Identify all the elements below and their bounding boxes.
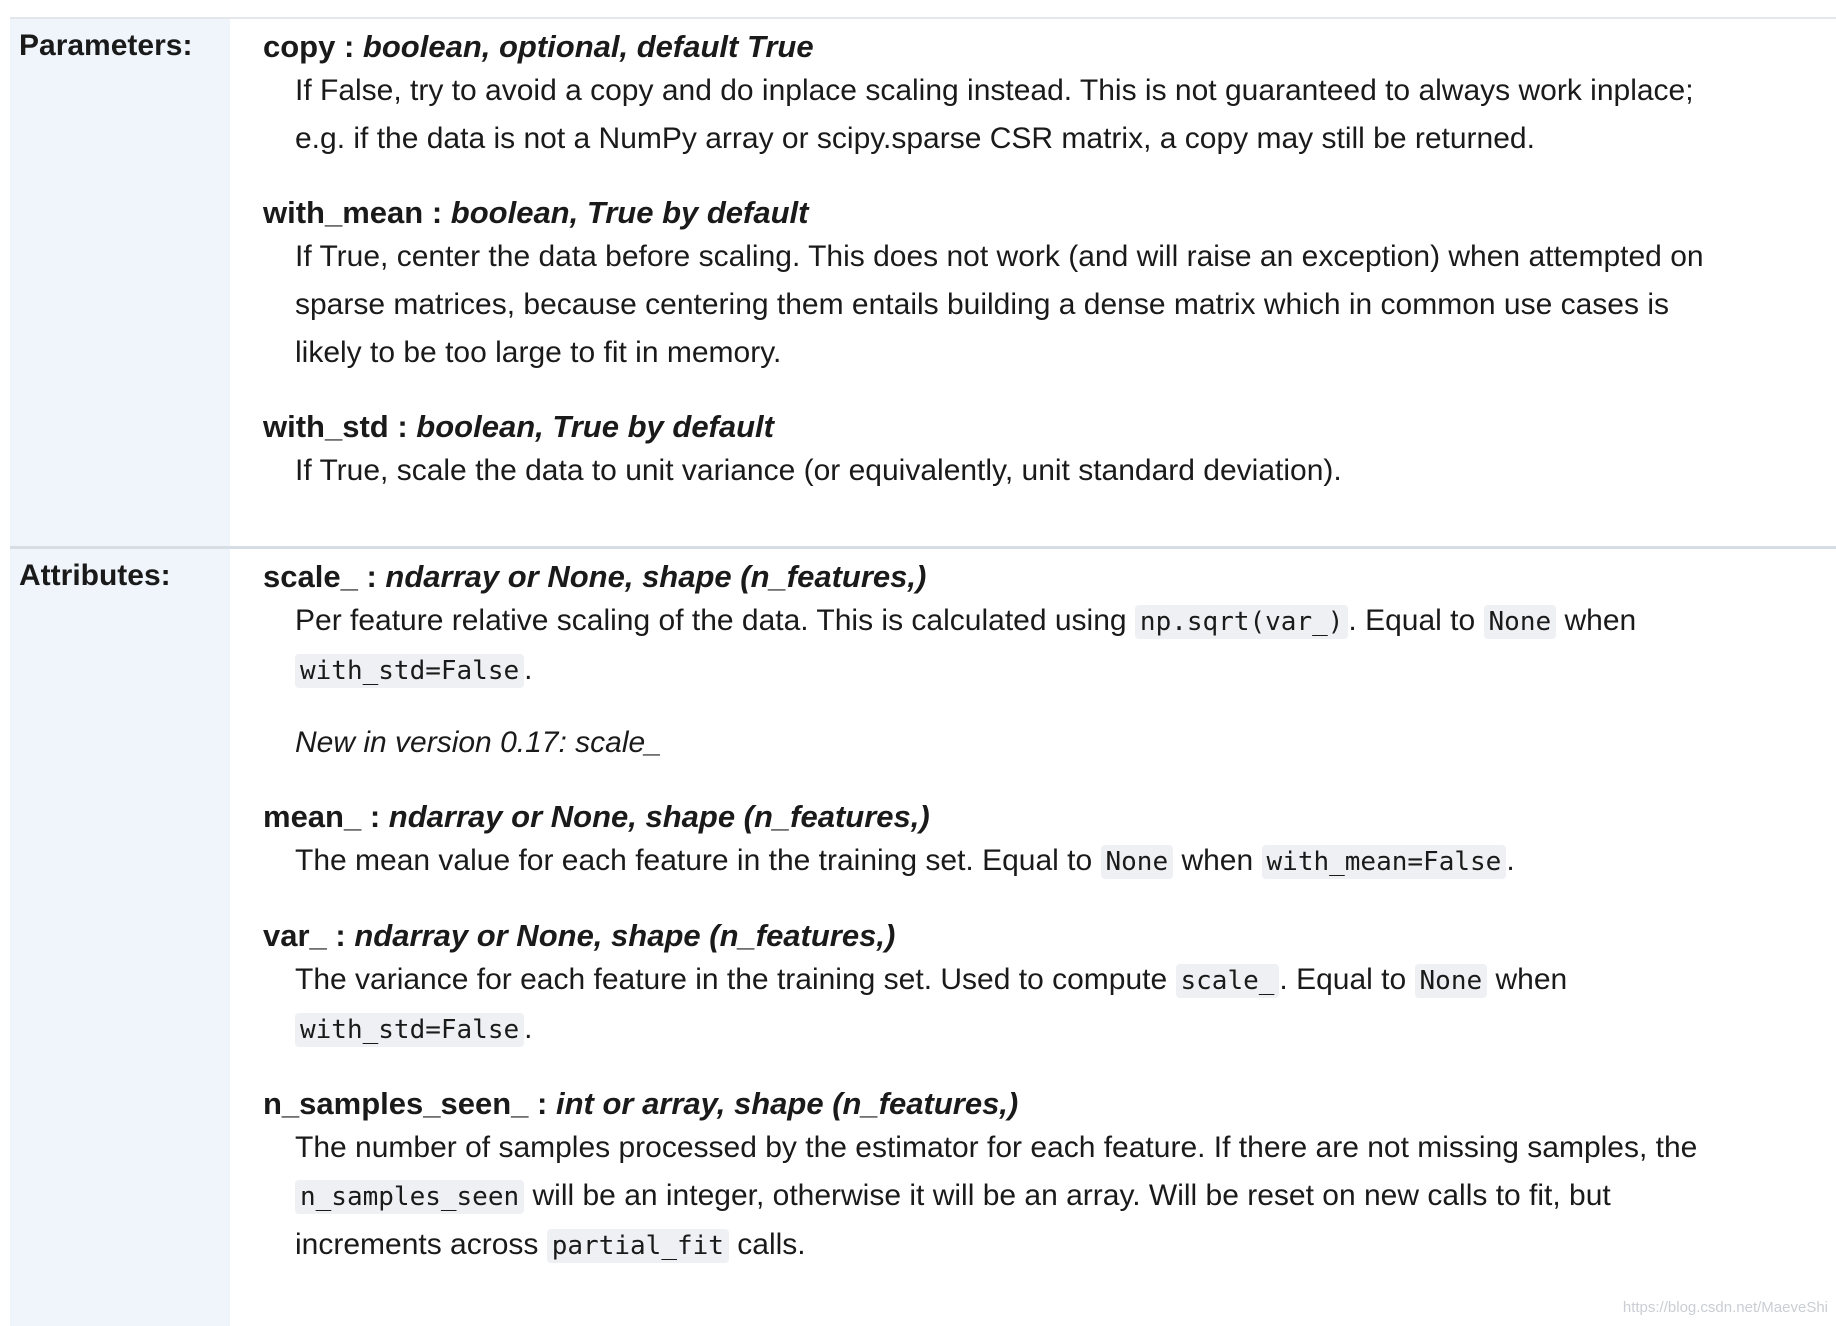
- param-name: var_: [263, 918, 327, 953]
- param-separator: :: [388, 409, 417, 444]
- text-segment: .: [1506, 844, 1515, 877]
- param-type: boolean, True by default: [450, 195, 809, 230]
- parameters-section: [10, 19, 1836, 546]
- param-term: [263, 27, 1836, 67]
- text-segment: increments across: [295, 1228, 547, 1261]
- param-type: boolean, optional, default True: [362, 29, 814, 64]
- param-name: mean_: [263, 799, 362, 834]
- description-line: [295, 837, 1836, 886]
- text-segment: when: [1556, 604, 1637, 637]
- inline-code: with_mean=False: [1262, 845, 1507, 879]
- param-type: int or array, shape (n_features,): [555, 1086, 1019, 1121]
- watermark: https://blog.csdn.net/MaeveShi: [1622, 1299, 1828, 1316]
- description-line: likely to be too large to fit in memory.: [295, 336, 782, 369]
- inline-code: None: [1415, 964, 1488, 998]
- param-type: ndarray or None, shape (n_features,): [354, 918, 896, 953]
- param-separator: :: [423, 195, 451, 230]
- param-term: [263, 407, 1836, 447]
- param-item-scale: [263, 557, 1836, 767]
- param-item-n-samples-seen: [263, 1084, 1836, 1270]
- param-separator: :: [326, 918, 355, 953]
- text-segment: Per feature relative scaling of the data. This is calculated using: [295, 604, 1135, 637]
- param-term: [263, 797, 1836, 837]
- description-line: [295, 1005, 1836, 1054]
- param-type: ndarray or None, shape (n_features,): [385, 559, 927, 594]
- param-item-copy: [263, 27, 1836, 163]
- inline-code: partial_fit: [547, 1229, 729, 1263]
- text-segment: when: [1173, 844, 1262, 877]
- param-term: [263, 916, 1836, 956]
- description-line: e.g. if the data is not a NumPy array or scipy.sparse CSR matrix, a copy may still be returned.: [295, 122, 1535, 155]
- attributes-section: [10, 549, 1836, 1326]
- param-name: with_std: [263, 409, 389, 444]
- param-description: [263, 597, 1836, 695]
- text-segment: The number of samples processed by the estimator for each feature. If there are not missing samples, the: [295, 1131, 1698, 1164]
- param-item-with-mean: [263, 193, 1836, 377]
- version-note: New in version 0.17: scale_: [295, 726, 662, 759]
- text-segment: will be an integer, otherwise it will be an array. Will be reset on new calls to fit, but: [524, 1179, 1611, 1212]
- param-description: [263, 956, 1836, 1054]
- param-description: [263, 233, 1836, 377]
- text-segment: when: [1487, 963, 1568, 996]
- param-separator: :: [335, 29, 363, 64]
- param-description: [263, 837, 1836, 886]
- text-segment: The variance for each feature in the training set. Used to compute: [295, 963, 1176, 996]
- param-description: [263, 67, 1836, 163]
- description-line: If True, scale the data to unit variance (or equivalently, unit standard deviation).: [295, 454, 1342, 487]
- param-description: [263, 447, 1836, 495]
- param-type: boolean, True by default: [416, 409, 774, 444]
- description-line: If True, center the data before scaling. This does not work (and will raise an exception) when attempted on: [295, 240, 1704, 273]
- param-item-mean: [263, 797, 1836, 886]
- text-segment: calls.: [728, 1228, 806, 1261]
- param-name: with_mean: [263, 195, 424, 230]
- param-name: copy: [263, 29, 336, 64]
- description-line: sparse matrices, because centering them entails building a dense matrix which in common use cases is: [295, 288, 1669, 321]
- param-separator: :: [357, 559, 386, 594]
- param-name: scale_: [263, 559, 358, 594]
- inline-code: n_samples_seen: [295, 1180, 524, 1214]
- text-segment: The mean value for each feature in the training set. Equal to: [295, 844, 1101, 877]
- inline-code: np.sqrt(var_): [1135, 605, 1349, 639]
- inline-code: None: [1101, 845, 1174, 879]
- param-term: [263, 557, 1836, 597]
- text-segment: .: [524, 653, 533, 686]
- inline-code: None: [1484, 605, 1557, 639]
- text-segment: . Equal to: [1279, 963, 1415, 996]
- param-separator: :: [361, 799, 389, 834]
- description-line: [295, 1172, 1836, 1221]
- param-item-var: [263, 916, 1836, 1054]
- param-term: [263, 1084, 1836, 1124]
- inline-code: with_std=False: [295, 1013, 524, 1047]
- inline-code: with_std=False: [295, 654, 524, 688]
- description-line: [295, 1124, 1836, 1172]
- description-line: [295, 1221, 1836, 1270]
- text-segment: . Equal to: [1348, 604, 1484, 637]
- description-line: [295, 956, 1836, 1005]
- attributes-list: [230, 549, 1836, 1326]
- param-term: [263, 193, 1836, 233]
- parameters-list: [230, 19, 1836, 546]
- attributes-label: Attributes:: [10, 549, 230, 1326]
- description-line: [295, 597, 1836, 646]
- text-segment: .: [524, 1012, 533, 1045]
- param-type: ndarray or None, shape (n_features,): [388, 799, 930, 834]
- parameters-label: Parameters:: [10, 19, 230, 546]
- inline-code: scale_: [1176, 964, 1280, 998]
- param-name: n_samples_seen_: [263, 1086, 529, 1121]
- param-description: [263, 1124, 1836, 1270]
- description-line: [295, 646, 1836, 695]
- param-item-with-std: [263, 407, 1836, 495]
- description-line: If False, try to avoid a copy and do inplace scaling instead. This is not guaranteed to always work inplace;: [295, 74, 1694, 107]
- param-separator: :: [528, 1086, 556, 1121]
